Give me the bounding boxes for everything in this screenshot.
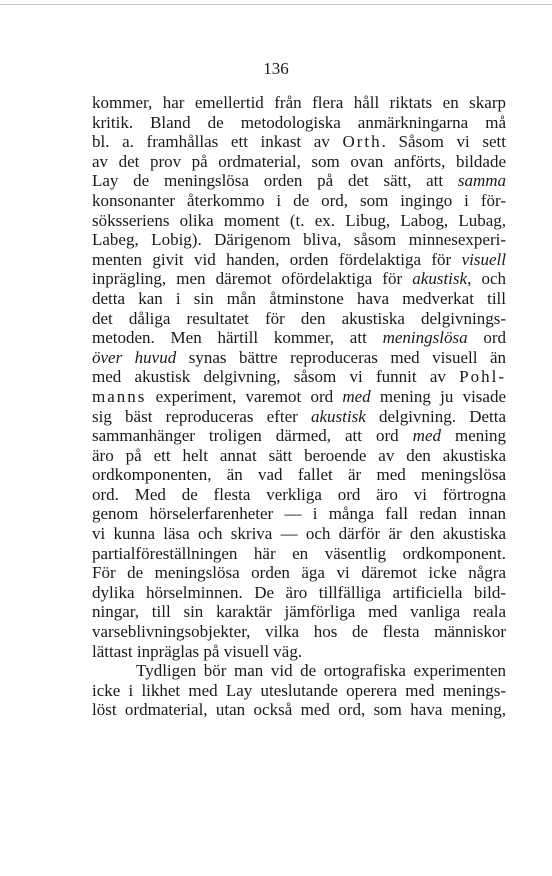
text-line <box>92 93 506 113</box>
text-line <box>92 446 506 466</box>
emphasized-text: över huvud <box>92 347 177 367</box>
text-line <box>92 602 506 622</box>
text-segment: För de meningslösa orden äga vi däremot icke några <box>92 563 506 583</box>
text-segment: vi kunna läsa och skriva — och därför är den akustiska <box>92 524 506 544</box>
text-segment: genom hörselerfarenheter — i många fall redan innan <box>92 504 506 524</box>
text-line <box>92 250 506 270</box>
text-segment: mening ju visade <box>370 386 506 406</box>
text-segment: delgivning. Detta <box>365 406 507 426</box>
text-line <box>92 269 506 289</box>
body-text <box>92 93 506 720</box>
text-line <box>92 465 506 485</box>
emphasized-text: med <box>412 426 441 446</box>
text-segment: det dåliga resultatet för den akustiska delgivnings- <box>92 308 506 328</box>
text-line <box>92 504 506 524</box>
text-segment: av det prov på ordmaterial, som ovan anförts, bildade <box>92 151 506 171</box>
emphasized-text: akustisk <box>412 269 468 289</box>
text-segment: lättast inpräglas på visuell väg. <box>92 641 303 661</box>
text-segment: sig bäst reproduceras efter <box>92 406 312 426</box>
text-line <box>92 407 506 427</box>
text-segment: sammanhänger troligen därmed, att ord <box>92 426 413 446</box>
text-segment: kritik. Bland de metodologiska anmärkningarna må <box>92 112 506 132</box>
text-line <box>92 387 506 407</box>
text-segment: dylika hörselminnen. De äro tillfälliga artificiella bild- <box>92 582 506 602</box>
text-line <box>92 563 506 583</box>
emphasized-text: visuell <box>461 249 506 269</box>
text-segment: Lay de meningslösa orden på det sätt, att <box>92 171 458 191</box>
spaced-name: Pohl- <box>459 367 506 387</box>
text-segment: , och <box>467 269 507 289</box>
text-segment: äro på ett helt annat sätt beroende av den akustiska <box>92 445 506 465</box>
text-segment: synas bättre reproduceras med visuell än <box>176 347 506 367</box>
text-segment: . Såsom vi sett <box>381 132 506 152</box>
text-segment: metoden. Men härtill kommer, att <box>92 328 383 348</box>
spaced-name: Orth <box>342 132 382 152</box>
text-segment: detta kan i sin mån åtminstone hava medverkat till <box>92 288 506 308</box>
text-segment: partialföreställningen här en väsentlig ordkomponent. <box>92 543 506 563</box>
text-segment: ningar, till sin karaktär jämförliga med vanliga reala <box>92 602 506 622</box>
text-line <box>92 230 506 250</box>
text-segment: konsonanter återkommo i de ord, som ingingo i för- <box>92 190 506 210</box>
text-segment: experiment, varemot ord <box>146 386 343 406</box>
text-line <box>92 309 506 329</box>
text-line <box>92 367 506 387</box>
text-segment: mening <box>441 426 506 446</box>
text-segment: ord <box>467 328 506 348</box>
text-line <box>92 485 506 505</box>
text-segment: löst ordmaterial, utan också med ord, som hava mening, <box>92 700 506 720</box>
emphasized-text: med <box>342 386 371 406</box>
text-segment: söksseriens olika moment (t. ex. Libug, Labog, Lubag, <box>92 210 506 230</box>
text-segment: icke i likhet med Lay uteslutande operera med menings- <box>92 680 506 700</box>
page-top-edge <box>0 4 552 5</box>
spaced-name: manns <box>92 386 147 406</box>
text-segment: kommer, har emellertid från flera håll riktats en skarp <box>92 93 506 112</box>
emphasized-text: meningslösa <box>382 328 468 348</box>
text-line <box>92 348 506 368</box>
text-line <box>92 700 506 720</box>
emphasized-text: samma <box>457 171 506 191</box>
text-segment: Tydligen bör man vid de ortografiska experimenten <box>136 661 506 681</box>
text-line <box>92 544 506 564</box>
text-segment: varseblivningsobjekter, vilka hos de flesta människor <box>92 622 506 642</box>
text-line <box>92 152 506 172</box>
text-line <box>92 113 506 133</box>
text-line <box>92 583 506 603</box>
text-segment: med akustisk delgivning, såsom vi funnit av <box>92 367 460 387</box>
text-segment: ord. Med de flesta verkliga ord äro vi förtrogna <box>92 484 506 504</box>
text-segment: inprägling, men däremot ofördelaktiga för <box>92 269 413 289</box>
text-segment: ordkomponenten, än vad fallet är med meningslösa <box>92 465 506 485</box>
text-line <box>92 661 506 681</box>
text-line <box>92 211 506 231</box>
text-segment: menten givit vid handen, orden fördelaktiga för <box>92 249 462 269</box>
text-line <box>92 171 506 191</box>
text-line <box>92 191 506 211</box>
text-line <box>92 622 506 642</box>
emphasized-text: akustisk <box>311 406 366 426</box>
text-segment: bl. a. framhållas ett inkast av <box>92 132 343 152</box>
text-line <box>92 642 506 662</box>
text-line <box>92 328 506 348</box>
text-line <box>92 132 506 152</box>
text-line <box>92 426 506 446</box>
text-line <box>92 681 506 701</box>
text-line <box>92 289 506 309</box>
text-line <box>92 524 506 544</box>
text-segment: Labeg, Lobig). Därigenom bliva, såsom minnesexperi- <box>92 230 506 250</box>
page-number: 136 <box>263 59 289 78</box>
